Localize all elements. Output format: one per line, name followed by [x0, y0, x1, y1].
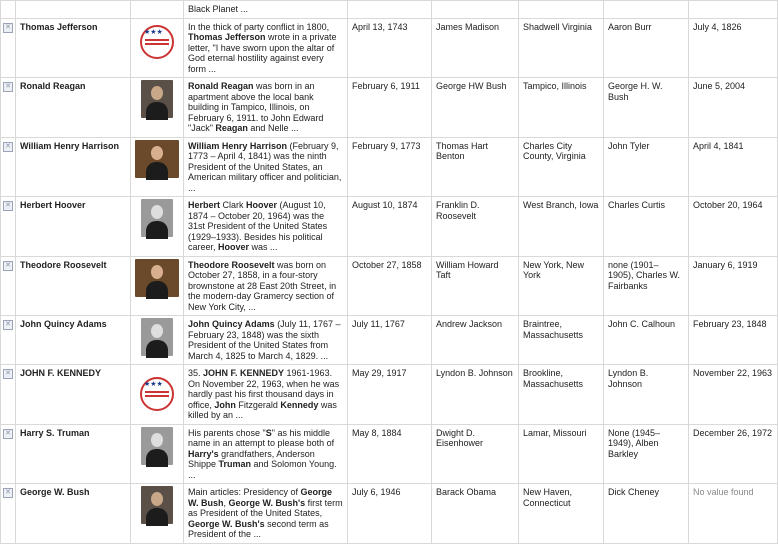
snippet-text: was born in an apartment above the local bank building in Tampico, Illinois, on February 6, 1911. to John Edward "Jack" [188, 81, 324, 133]
birthplace-cell: Shadwell Virginia [519, 18, 604, 78]
snippet-text: (July 11, 1767 – February 23, 1848) was the sixth President of the United States from March 4, 1825 to March 4, 1829. ... [188, 319, 341, 361]
snippet-text: George W. Bush's [188, 518, 265, 529]
snippet-text: and Solomon Young. ... [188, 459, 337, 480]
name-cell: Herbert Hoover [16, 197, 131, 257]
close-icon[interactable]: ✕ [3, 23, 13, 33]
snippet-text: Herbert [188, 200, 221, 210]
portrait-icon [141, 427, 173, 465]
birthplace-cell: Charles City County, Virginia [519, 137, 604, 197]
vice-president-cell: Aaron Burr [604, 18, 689, 78]
image-cell [131, 365, 184, 425]
vice-president-cell: John Tyler [604, 137, 689, 197]
snippet-text: and Nelle ... [247, 123, 299, 133]
snippet-text: second term as President of the ... [188, 518, 329, 539]
birth-date-cell: February 9, 1773 [348, 137, 432, 197]
snippet-text: Main articles: Presidency of [188, 487, 301, 497]
remove-cell [1, 18, 16, 78]
snippet-text: " as his middle name in an attempt to please both of [188, 427, 335, 448]
snippet-text: George W. Bush's [228, 497, 306, 508]
image-cell [131, 424, 184, 484]
successor-cell: Barack Obama [432, 484, 519, 544]
portrait-icon [141, 486, 173, 524]
portrait-icon [135, 259, 179, 297]
name-cell: JOHN F. KENNEDY [16, 365, 131, 425]
snippet-text: Clark [220, 200, 247, 210]
snippet-text: John [214, 399, 236, 410]
snippet-text: Truman [218, 459, 252, 469]
snippet-text: grandfathers, Anderson Shippe [188, 448, 315, 469]
death-date-cell: December 26, 1972 [689, 424, 778, 484]
successor-cell: Franklin D. Roosevelt [432, 197, 519, 257]
table-row [1, 484, 778, 544]
snippet-text: In the thick of party conflict in 1800, [188, 21, 330, 32]
remove-cell [1, 424, 16, 484]
birth-date-cell: October 27, 1858 [348, 256, 432, 316]
snippet-text: Harry's [188, 448, 219, 459]
name-cell: Ronald Reagan [16, 78, 131, 138]
table-row [1, 424, 778, 484]
snippet-cell: Black Planet ... [184, 1, 348, 19]
snippet-text: Hoover [246, 200, 278, 210]
successor-cell: George HW Bush [432, 78, 519, 138]
close-icon[interactable]: ✕ [3, 429, 13, 439]
birthplace-cell: Braintree, Massachusetts [519, 316, 604, 365]
snippet-text: Ronald Reagan [188, 81, 254, 91]
birth-date-cell: July 11, 1767 [348, 316, 432, 365]
birth-date-cell: May 8, 1884 [348, 424, 432, 484]
table-row [1, 256, 778, 316]
snippet-cell [184, 18, 348, 78]
snippet-cell [184, 197, 348, 257]
successor-cell: Dwight D. Eisenhower [432, 424, 519, 484]
death-date-cell: June 5, 2004 [689, 78, 778, 138]
birth-date-cell: May 29, 1917 [348, 365, 432, 425]
remove-cell [1, 137, 16, 197]
birthplace-cell: Tampico, Illinois [519, 78, 604, 138]
close-icon[interactable]: ✕ [3, 488, 13, 498]
table-row [1, 78, 778, 138]
table-row [1, 18, 778, 78]
snippet-cell [184, 78, 348, 138]
birth-date-cell: February 6, 1911 [348, 78, 432, 138]
snippet-text: was ... [249, 242, 278, 252]
vice-president-cell: George H. W. Bush [604, 78, 689, 138]
snippet-text: George W. Bush [188, 487, 333, 508]
vice-president-cell: None (1945–1949), Alben Barkley [604, 424, 689, 484]
death-date-cell: January 6, 1919 [689, 256, 778, 316]
death-date-cell: No value found [689, 484, 778, 544]
vice-president-cell: none (1901–1905), Charles W. Fairbanks [604, 256, 689, 316]
vice-president-cell: John C. Calhoun [604, 316, 689, 365]
remove-cell [1, 316, 16, 365]
image-cell [131, 78, 184, 138]
name-cell: George W. Bush [16, 484, 131, 544]
snippet-text: , [223, 497, 229, 508]
death-date-cell: February 23, 1848 [689, 316, 778, 365]
vice-president-cell: Lyndon B. Johnson [604, 365, 689, 425]
snippet-text: was killed by an ... [188, 399, 337, 420]
image-cell [131, 197, 184, 257]
snippet-text: John Quincy Adams [188, 319, 275, 329]
remove-cell [1, 197, 16, 257]
snippet-text: 35. [188, 368, 204, 378]
snippet-cell [184, 137, 348, 197]
successor-cell: William Howard Taft [432, 256, 519, 316]
portrait-icon [141, 199, 173, 237]
image-cell [131, 256, 184, 316]
successor-cell: James Madison [432, 18, 519, 78]
table-row [1, 316, 778, 365]
snippet-text: (February 9, 1773 – April 4, 1841) was the ninth President of the United States, an American military officer and politician, ... [188, 140, 342, 193]
snippet-text: S [265, 427, 272, 438]
snippet-text: (August 10, 1874 – October 20, 1964) was the 31st President of the United States (1929–1933). Besides his political career, [188, 200, 328, 252]
table-row [1, 1, 778, 19]
birth-date-cell: July 6, 1946 [348, 484, 432, 544]
name-cell: Thomas Jefferson [16, 18, 131, 78]
birthplace-cell: Brookline, Massachusetts [519, 365, 604, 425]
close-icon[interactable]: ✕ [3, 261, 13, 271]
vice-president-cell: Dick Cheney [604, 484, 689, 544]
snippet-text: first term as President of the United States, [188, 497, 343, 518]
snippet-text: 1961-1963. On November 22, 1963, when he was hardly past his first thousand days in office, [188, 368, 340, 410]
birthplace-cell: West Branch, Iowa [519, 197, 604, 257]
portrait-icon [141, 80, 173, 118]
image-cell [131, 18, 184, 78]
snippet-text: was born on October 27, 1858, in a four-story brownstone at 28 East 20th Street, in the modern-day Gramercy section of New York City, ... [188, 259, 337, 312]
remove-cell [1, 256, 16, 316]
remove-cell [1, 365, 16, 425]
death-date-cell: July 4, 1826 [689, 18, 778, 78]
snippet-cell [184, 316, 348, 365]
name-cell: Harry S. Truman [16, 424, 131, 484]
table-row [1, 137, 778, 197]
close-icon[interactable]: ✕ [3, 142, 13, 152]
birthplace-cell: New Haven, Connecticut [519, 484, 604, 544]
snippet-text: His parents chose " [188, 427, 266, 438]
snippet-cell [184, 484, 348, 544]
birth-date-cell: April 13, 1743 [348, 18, 432, 78]
successor-cell: Andrew Jackson [432, 316, 519, 365]
name-cell: Theodore Roosevelt [16, 256, 131, 316]
close-icon[interactable]: ✕ [3, 82, 13, 92]
campaign-pin-icon [140, 377, 174, 411]
close-icon[interactable]: ✕ [3, 369, 13, 379]
successor-cell: Lyndon B. Johnson [432, 365, 519, 425]
snippet-text: Hoover [218, 242, 250, 252]
snippet-text: Kennedy [280, 399, 319, 410]
remove-cell [1, 484, 16, 544]
birthplace-cell: New York, New York [519, 256, 604, 316]
successor-cell: Thomas Hart Benton [432, 137, 519, 197]
birth-date-cell: August 10, 1874 [348, 197, 432, 257]
death-date-cell: October 20, 1964 [689, 197, 778, 257]
table-row [1, 197, 778, 257]
name-cell: John Quincy Adams [16, 316, 131, 365]
name-cell: William Henry Harrison [16, 137, 131, 197]
close-icon[interactable]: ✕ [3, 320, 13, 330]
death-date-cell: November 22, 1963 [689, 365, 778, 425]
snippet-cell [184, 256, 348, 316]
image-cell [131, 316, 184, 365]
snippet-text: William Henry Harrison [188, 140, 287, 151]
snippet-text: wrote in a private letter, "I have sworn upon the altar of God eternal hostility against every form ... [188, 32, 337, 74]
close-icon[interactable]: ✕ [3, 201, 13, 211]
image-cell [131, 137, 184, 197]
table-row [1, 365, 778, 425]
birthplace-cell: Lamar, Missouri [519, 424, 604, 484]
vice-president-cell: Charles Curtis [604, 197, 689, 257]
portrait-icon [141, 318, 173, 356]
campaign-button-icon [140, 25, 174, 59]
snippet-text: Theodore Roosevelt [188, 259, 275, 270]
snippet-cell [184, 424, 348, 484]
image-cell [131, 484, 184, 544]
snippet-text: Fitzgerald [235, 399, 281, 410]
snippet-cell [184, 365, 348, 425]
portrait-icon [135, 140, 179, 178]
snippet-text: Reagan [215, 123, 248, 133]
snippet-text: Thomas Jefferson [188, 32, 266, 42]
snippet-text: JOHN F. KENNEDY [203, 368, 285, 378]
remove-cell [1, 78, 16, 138]
death-date-cell: April 4, 1841 [689, 137, 778, 197]
